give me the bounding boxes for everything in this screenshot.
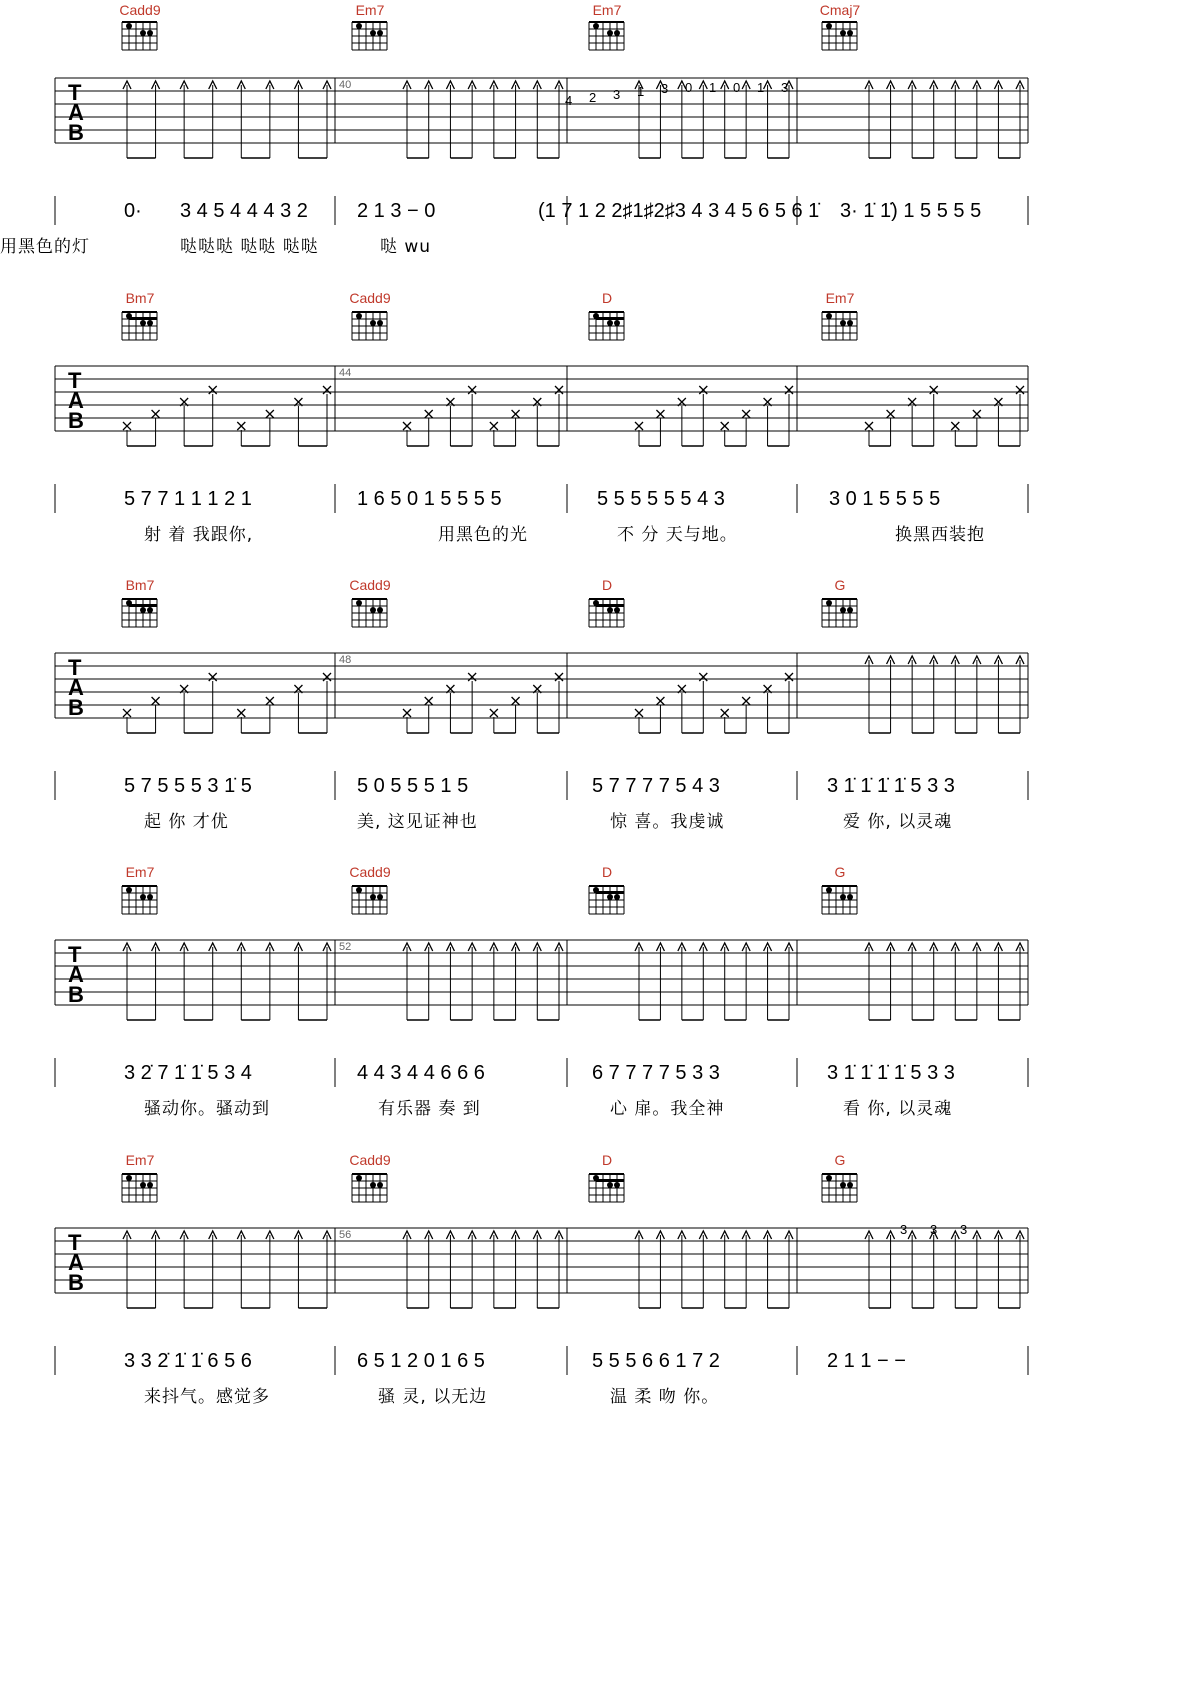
- chord-diagram: [122, 886, 157, 914]
- lyric-text: 爱 你, 以灵魂: [843, 812, 953, 832]
- notation-group: 5 7 7 7 7 5 4 3: [592, 775, 720, 797]
- notation-row: [0, 200, 1200, 230]
- finger-dot: [826, 313, 832, 319]
- notation-group: 3 1̇ 1̇ 1̇ 1̇ 5 3 3: [827, 775, 955, 797]
- lyric-text: 用黑色的灯: [0, 237, 90, 257]
- finger-dot: [370, 1182, 376, 1188]
- notation-group: 3 0 1 5 5 5 5: [829, 488, 941, 510]
- measure-number: 40: [339, 79, 352, 91]
- finger-dot: [147, 30, 153, 36]
- chord-name: Cmaj7: [819, 2, 861, 18]
- finger-dot: [614, 607, 620, 613]
- lyrics-row: [0, 1382, 1200, 1412]
- tab-fret-number: 3: [613, 87, 621, 102]
- notation-group: 1 6 5 0 1 5 5 5 5: [357, 488, 502, 510]
- tab-label-letter: A: [68, 962, 84, 987]
- tab-label-letter: B: [68, 695, 84, 720]
- finger-dot: [377, 320, 383, 326]
- finger-dot: [840, 320, 846, 326]
- chord-diagram: [122, 1174, 157, 1202]
- lyric-text: 心 扉。我全神: [610, 1099, 725, 1119]
- tab-fret-number: 3: [661, 81, 669, 96]
- chord-diagram: [822, 886, 857, 914]
- chord-diagram: [822, 599, 857, 627]
- finger-dot: [826, 23, 832, 29]
- chord-diagram: [122, 599, 157, 627]
- finger-dot: [356, 1175, 362, 1181]
- finger-dot: [614, 320, 620, 326]
- chord-diagram: [822, 22, 857, 50]
- finger-dot: [847, 894, 853, 900]
- finger-dot: [377, 30, 383, 36]
- chord-diagram: [822, 1174, 857, 1202]
- finger-dot: [147, 607, 153, 613]
- notation-group: 5 7 7 1 1 1 2 1: [124, 488, 252, 510]
- chord-diagram: [352, 599, 387, 627]
- system-4: [0, 862, 1200, 1162]
- finger-dot: [593, 23, 599, 29]
- finger-dot: [847, 30, 853, 36]
- tab-label-letter: T: [68, 942, 82, 967]
- tab-fret-number: 2: [589, 90, 597, 105]
- notation-row: [0, 1350, 1200, 1380]
- finger-dot: [607, 1182, 613, 1188]
- tab-fret-number: 0: [733, 80, 741, 95]
- tab-label-letter: T: [68, 80, 82, 105]
- lyric-text: 换黑西装抱: [895, 525, 985, 545]
- chord-name: Em7: [592, 2, 622, 18]
- finger-dot: [377, 1182, 383, 1188]
- tab-label-letter: A: [68, 388, 84, 413]
- notation-group: 3 4 5 4 4 4 3 2: [180, 200, 308, 222]
- measure-number: 52: [339, 941, 352, 953]
- tab-label-letter: T: [68, 1230, 82, 1255]
- finger-dot: [126, 887, 132, 893]
- chord-diagram: [589, 1174, 624, 1202]
- chord-diagram: [822, 312, 857, 340]
- finger-dot: [140, 894, 146, 900]
- finger-dot: [126, 23, 132, 29]
- lyric-text: 哒 wu: [380, 237, 432, 257]
- notation-group: 5 0 5 5 5 1 5: [357, 775, 469, 797]
- tab-fret-number: 1: [709, 80, 717, 95]
- chord-name: Em7: [125, 1152, 155, 1168]
- finger-dot: [607, 894, 613, 900]
- finger-dot: [140, 320, 146, 326]
- finger-dot: [140, 1182, 146, 1188]
- finger-dot: [370, 894, 376, 900]
- chord-name: Bm7: [125, 577, 155, 593]
- tab-fret-number: 1: [757, 80, 765, 95]
- finger-dot: [840, 1182, 846, 1188]
- finger-dot: [377, 607, 383, 613]
- finger-dot: [356, 887, 362, 893]
- notation-group: 2 1 3 − 0: [357, 200, 436, 222]
- notation-group: 5 7 5 5 5 3 1̇ 5: [124, 775, 252, 797]
- system-2: [0, 288, 1200, 588]
- lyric-text: 来抖气。感觉多: [144, 1387, 270, 1407]
- chord-diagram: [589, 886, 624, 914]
- chord-name: Cadd9: [119, 2, 161, 18]
- tab-label-letter: B: [68, 982, 84, 1007]
- finger-dot: [614, 30, 620, 36]
- notation-group: 2 1 1 − −: [827, 1350, 906, 1372]
- finger-dot: [840, 30, 846, 36]
- chord-name: Em7: [825, 290, 855, 306]
- lyrics-row: [0, 232, 1200, 262]
- lyrics-row: [0, 1094, 1200, 1124]
- chord-name: Em7: [355, 2, 385, 18]
- finger-dot: [147, 894, 153, 900]
- finger-dot: [826, 1175, 832, 1181]
- finger-dot: [140, 30, 146, 36]
- lyric-text: 温 柔 吻 你。: [610, 1387, 720, 1407]
- chord-name: D: [601, 290, 613, 306]
- finger-dot: [147, 1182, 153, 1188]
- finger-dot: [377, 894, 383, 900]
- tab-fret-number: 0: [685, 80, 693, 95]
- chord-diagram: [589, 312, 624, 340]
- chord-diagram: [589, 599, 624, 627]
- finger-dot: [847, 320, 853, 326]
- chord-diagram: [122, 22, 157, 50]
- notation-group: 5 5 5 6 6 1 7 2: [592, 1350, 720, 1372]
- chord-name: D: [601, 864, 613, 880]
- lyric-text: 不 分 天与地。: [617, 525, 738, 545]
- chord-name: D: [601, 577, 613, 593]
- lyric-text: 惊 喜。我虔诚: [610, 812, 725, 832]
- tab-label-letter: B: [68, 120, 84, 145]
- chord-name: Em7: [125, 864, 155, 880]
- notation-group: 3 3 2̇ 1̇ 1̇ 6 5 6: [124, 1350, 252, 1372]
- system-3: [0, 575, 1200, 875]
- finger-dot: [847, 607, 853, 613]
- lyric-text: 射 着 我跟你,: [144, 525, 254, 545]
- lyric-text: 骚动你。骚动到: [144, 1099, 270, 1119]
- chord-name: Cadd9: [349, 864, 391, 880]
- chord-name: Bm7: [125, 290, 155, 306]
- system-5: [0, 1150, 1200, 1450]
- tab-label-letter: B: [68, 408, 84, 433]
- finger-dot: [607, 30, 613, 36]
- notation-group: 5 5 5 5 5 5 4 3: [597, 488, 725, 510]
- finger-dot: [826, 887, 832, 893]
- notation-row: [0, 775, 1200, 805]
- chord-diagram: [352, 1174, 387, 1202]
- chord-diagram: [352, 22, 387, 50]
- finger-dot: [826, 600, 832, 606]
- notation-row: [0, 1062, 1200, 1092]
- tab-fret-number: 3: [900, 1222, 908, 1237]
- finger-dot: [147, 320, 153, 326]
- tab-label-letter: A: [68, 675, 84, 700]
- tab-fret-number: 3: [781, 80, 789, 95]
- tab-label-letter: A: [68, 1250, 84, 1275]
- finger-dot: [140, 607, 146, 613]
- finger-dot: [607, 320, 613, 326]
- lyrics-row: [0, 520, 1200, 550]
- finger-dot: [356, 23, 362, 29]
- chord-diagram: [352, 886, 387, 914]
- lyric-text: 哒哒哒 哒哒 哒哒: [180, 237, 319, 257]
- finger-dot: [614, 1182, 620, 1188]
- finger-dot: [614, 894, 620, 900]
- chord-name: Cadd9: [349, 1152, 391, 1168]
- finger-dot: [840, 894, 846, 900]
- notation-group: 3 2̇ 7 1̇ 1̇ 5 3 4: [124, 1062, 252, 1084]
- measure-number: 44: [339, 367, 352, 379]
- lyric-text: 看 你, 以灵魂: [843, 1099, 953, 1119]
- notation-group: 0·: [124, 200, 142, 222]
- lyric-text: 有乐器 奏 到: [378, 1099, 481, 1119]
- tab-fret-number: 3: [960, 1222, 968, 1237]
- tab-fret-number: 4: [565, 93, 573, 108]
- tab-label-letter: T: [68, 655, 82, 680]
- chord-name: G: [834, 864, 846, 880]
- lyric-text: 美, 这见证神也: [357, 812, 478, 832]
- lyrics-row: [0, 807, 1200, 837]
- notation-group: 3 1̇ 1̇ 1̇ 1̇ 5 3 3: [827, 1062, 955, 1084]
- finger-dot: [847, 1182, 853, 1188]
- system-1: [0, 0, 1200, 300]
- finger-dot: [356, 313, 362, 319]
- finger-dot: [126, 1175, 132, 1181]
- tab-label-letter: A: [68, 100, 84, 125]
- finger-dot: [370, 30, 376, 36]
- chord-diagram: [352, 312, 387, 340]
- notation-group: 6 7 7 7 7 5 3 3: [592, 1062, 720, 1084]
- tab-label-letter: B: [68, 1270, 84, 1295]
- notation-group: 3· 1̇ 1̇) 1 5 5 5 5: [840, 200, 982, 222]
- chord-name: G: [834, 1152, 846, 1168]
- tab-fret-number: 3: [930, 1222, 938, 1237]
- finger-dot: [370, 320, 376, 326]
- tab-label-letter: T: [68, 368, 82, 393]
- lyric-text: 用黑色的光: [438, 525, 528, 545]
- chord-diagram: [589, 22, 624, 50]
- chord-diagram: [122, 312, 157, 340]
- tab-fret-number: 1: [637, 84, 645, 99]
- notation-row: [0, 488, 1200, 518]
- notation-group: 4 4 3 4 4 6 6 6: [357, 1062, 485, 1084]
- notation-group: 6 5 1 2 0 1 6 5: [357, 1350, 485, 1372]
- chord-name: Cadd9: [349, 577, 391, 593]
- measure-number: 48: [339, 654, 352, 666]
- chord-name: Cadd9: [349, 290, 391, 306]
- lyric-text: 起 你 才优: [144, 812, 229, 832]
- finger-dot: [840, 607, 846, 613]
- chord-name: D: [601, 1152, 613, 1168]
- measure-number: 56: [339, 1229, 352, 1241]
- lyric-text: 骚 灵, 以无边: [378, 1387, 488, 1407]
- notation-group: (1 7 1 2 2♯1♯2♯3 4 3 4 5 6 5 6 1̇: [538, 200, 820, 222]
- chord-name: G: [834, 577, 846, 593]
- finger-dot: [370, 607, 376, 613]
- finger-dot: [356, 600, 362, 606]
- finger-dot: [607, 607, 613, 613]
